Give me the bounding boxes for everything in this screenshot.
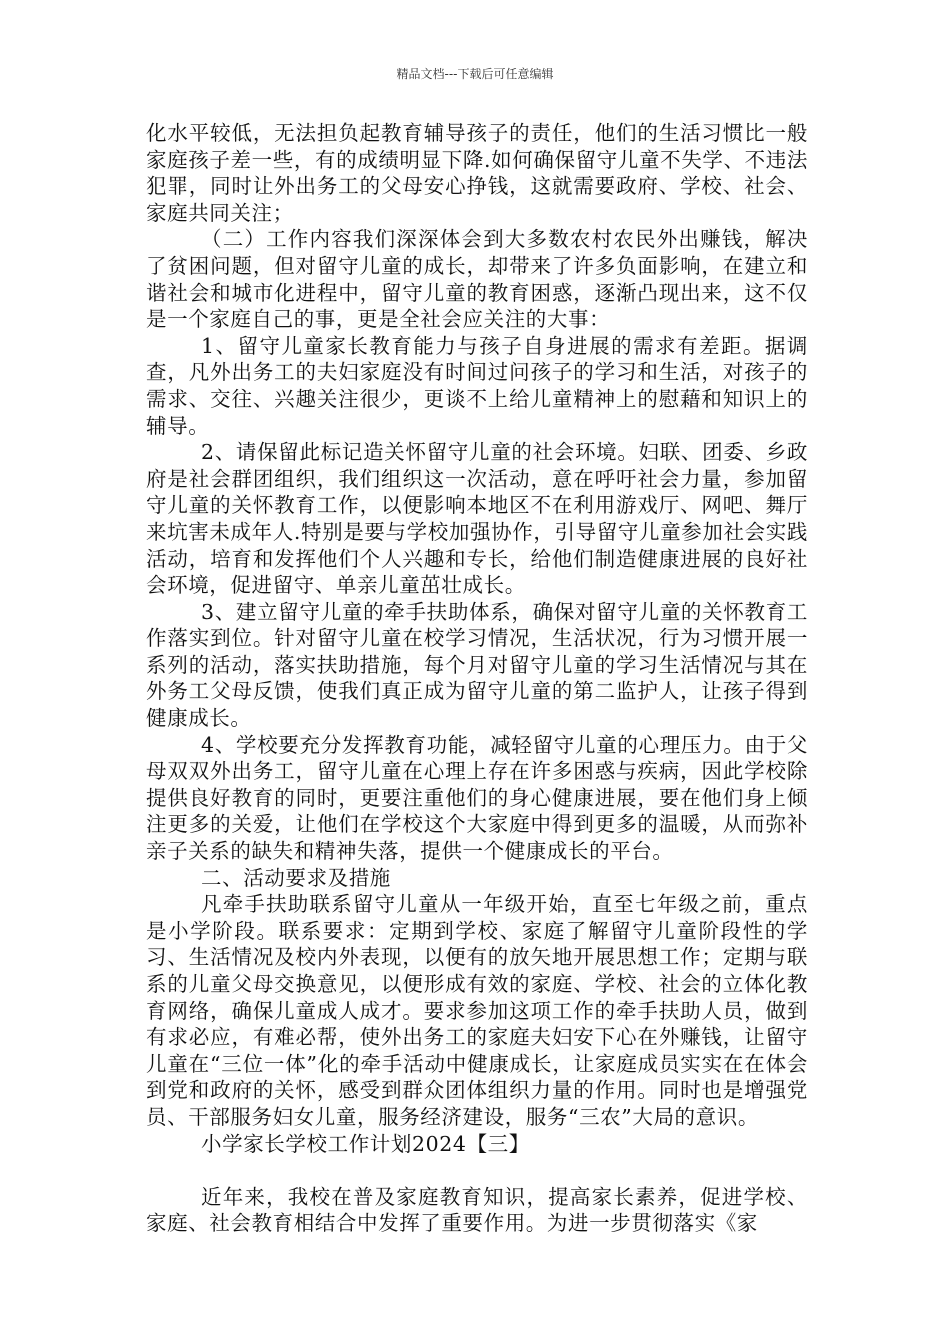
paragraph-work-content: （二）工作内容我们深深体会到大多数农村农民外出赚钱，解决了贫困问题，但对留守儿童的成长，却带来了许多负面影响，在建立和谐社会和城市化进程中，留守儿童的教育困惑，逐渐凸现出来，这不仅是一个家庭自己的事，更是全社会应关注的大事： bbox=[146, 227, 808, 332]
paragraph-continuation: 化水平较低，无法担负起教育辅导孩子的责任，他们的生活习惯比一般家庭孩子差一些，有的成绩明显下降.如何确保留守儿童不失学、不违法犯罪，同时让外出务工的父母安心挣钱，这就需要政府、学校、社会、家庭共同关注； bbox=[146, 121, 808, 225]
paragraph-item-4: 4、学校要充分发挥教育功能，减轻留守儿童的心理压力。由于父母双双外出务工，留守儿童在心理上存在许多困惑与疾病，因此学校除提供良好教育的同时，更要注重他们的身心健康进展，要在他们身上倾注更多的关爱，让他们在学校这个大家庭中得到更多的温暖，从而弥补亲子关系的缺失和精神失落，提供一个健康成长的平台。 bbox=[146, 732, 808, 864]
paragraph-requirements: 凡牵手扶助联系留守儿童从一年级开始，直至七年级之前，重点是小学阶段。联系要求：定期到学校、家庭了解留守儿童阶段性的学习、生活情况及校内外表现，以便有的放矢地开展思想工作；定期与联系的儿童父母交换意见，以便形成有效的家庭、学校、社会的立体化教育网络，确保儿童成人成才。要求参加这项工作的牵手扶助人员，做到有求必应，有难必帮，使外出务工的家庭夫妇安下心在外赚钱，让留守儿童在“三位一体”化的牵手活动中健康成长，让家庭成员实实在在体会到党和政府的关怀，感受到群众团体组织力量的作用。同时也是增强党员、干部服务妇女儿童，服务经济建设，服务“三农”大局的意识。 bbox=[146, 892, 808, 1129]
document-body bbox=[146, 120, 808, 1237]
section-title-plan-3: 小学家长学校工作计划2024【三】 bbox=[201, 1131, 530, 1156]
section-heading-requirements: 二、活动要求及措施 bbox=[201, 865, 391, 890]
blank-line bbox=[146, 1157, 808, 1184]
paragraph-intro: 近年来，我校在普及家庭教育知识，提高家长素养，促进学校、家庭、社会教育相结合中发挥了重要作用。为进一步贯彻落实《家 bbox=[146, 1184, 808, 1236]
paragraph-item-2: 2、请保留此标记造关怀留守儿童的社会环境。妇联、团委、乡政府是社会群团组织，我们组织这一次活动，意在呼吁社会力量，参加留守儿童的关怀教育工作，以便影响本地区不在利用游戏厅、网吧、舞厅来坑害未成年人.特别是要与学校加强协作，引导留守儿童参加社会实践活动，培育和发挥他们个人兴趣和专长，给他们制造健康进展的良好社会环境，促进留守、单亲儿童茁壮成长。 bbox=[146, 440, 808, 598]
paragraph-item-1: 1、留守儿童家长教育能力与孩子自身进展的需求有差距。据调查，凡外出务工的夫妇家庭没有时间过问孩子的学习和生活，对孩子的需求、交往、兴趣关注很少，更谈不上给儿童精神上的慰藉和知识上的辅导。 bbox=[146, 333, 808, 438]
page-header: 精品文档---下载后可任意编辑 bbox=[396, 67, 554, 81]
paragraph-item-3: 3、建立留守儿童的牵手扶助体系，确保对留守儿童的关怀教育工作落实到位。针对留守儿童在校学习情况，生活状况，行为习惯开展一系列的活动，落实扶助措施，每个月对留守儿童的学习生活情况与其在外务工父母反馈，使我们真正成为留守儿童的第二监护人，让孩子得到健康成长。 bbox=[146, 599, 808, 731]
